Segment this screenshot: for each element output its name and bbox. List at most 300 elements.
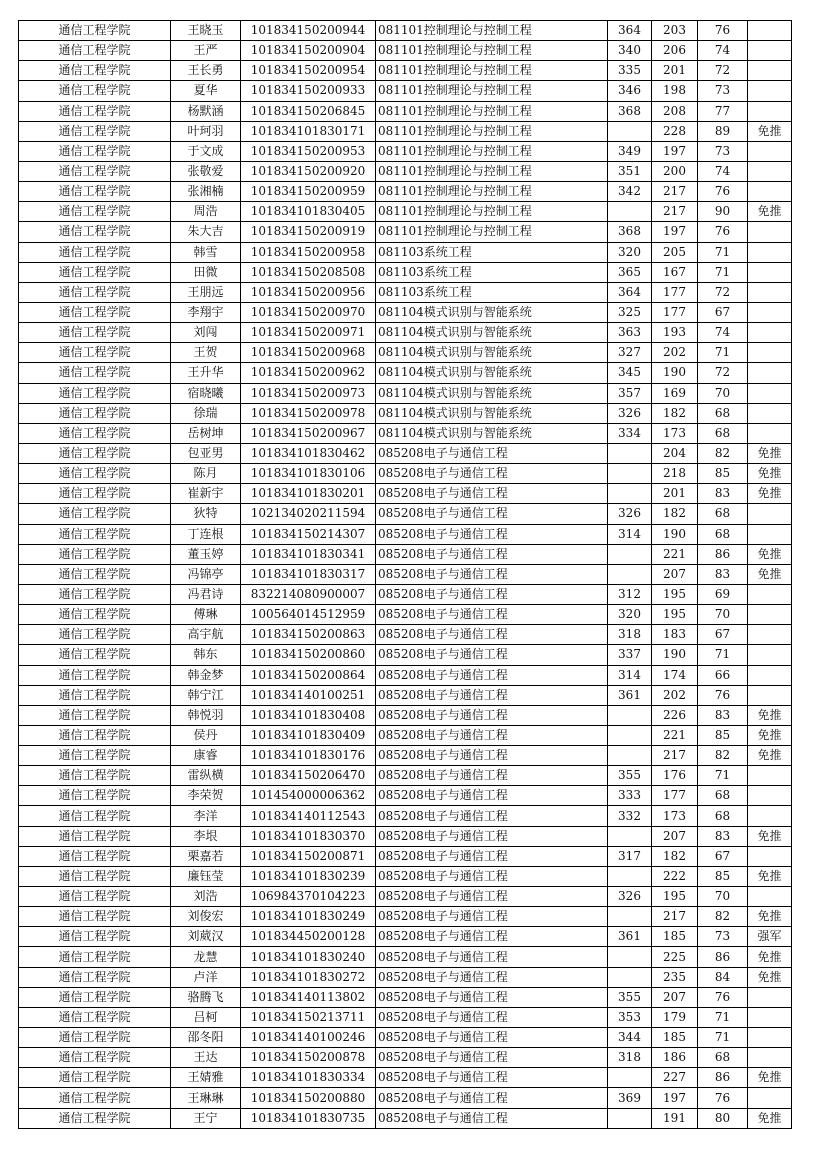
major-cell: 081104模式识别与智能系统 [376,363,608,383]
initial-score-cell [608,866,652,886]
remark-cell [748,302,792,322]
remark-cell: 免推 [748,443,792,463]
total-score-cell: 72 [698,61,748,81]
retest-score-cell: 179 [652,1007,698,1027]
college-cell: 通信工程学院 [19,967,171,987]
remark-cell [748,242,792,262]
name-cell: 廉钰莹 [171,866,241,886]
name-cell: 王朋远 [171,282,241,302]
total-score-cell: 80 [698,1108,748,1128]
college-cell: 通信工程学院 [19,282,171,302]
table-row [19,806,792,826]
name-cell: 王贺 [171,343,241,363]
exam-id-cell: 101454000006362 [241,786,376,806]
initial-score-cell [608,544,652,564]
total-score-cell: 86 [698,544,748,564]
remark-cell: 免推 [748,121,792,141]
remark-cell [748,685,792,705]
name-cell: 杨默涵 [171,101,241,121]
major-cell: 081101控制理论与控制工程 [376,81,608,101]
retest-score-cell: 217 [652,182,698,202]
remark-cell [748,363,792,383]
remark-cell [748,323,792,343]
initial-score-cell [608,464,652,484]
retest-score-cell: 176 [652,766,698,786]
retest-score-cell: 167 [652,262,698,282]
table-row [19,323,792,343]
major-cell: 081103系统工程 [376,242,608,262]
major-cell: 085208电子与通信工程 [376,484,608,504]
initial-score-cell: 327 [608,343,652,363]
table-row [19,524,792,544]
name-cell: 包亚男 [171,443,241,463]
initial-score-cell: 326 [608,403,652,423]
table-row [19,182,792,202]
college-cell: 通信工程学院 [19,645,171,665]
college-cell: 通信工程学院 [19,323,171,343]
major-cell: 085208电子与通信工程 [376,605,608,625]
initial-score-cell: 312 [608,584,652,604]
major-cell: 085208电子与通信工程 [376,705,608,725]
college-cell: 通信工程学院 [19,665,171,685]
initial-score-cell: 344 [608,1028,652,1048]
retest-score-cell: 208 [652,101,698,121]
college-cell: 通信工程学院 [19,443,171,463]
initial-score-cell [608,907,652,927]
remark-cell [748,41,792,61]
table-row [19,725,792,745]
exam-id-cell: 101834101830106 [241,464,376,484]
major-cell: 085208电子与通信工程 [376,907,608,927]
table-row [19,826,792,846]
college-cell: 通信工程学院 [19,725,171,745]
college-cell: 通信工程学院 [19,786,171,806]
name-cell: 王达 [171,1048,241,1068]
major-cell: 085208电子与通信工程 [376,927,608,947]
major-cell: 085208电子与通信工程 [376,625,608,645]
name-cell: 刘浩 [171,887,241,907]
table-row [19,564,792,584]
total-score-cell: 76 [698,222,748,242]
initial-score-cell: 337 [608,645,652,665]
remark-cell [748,846,792,866]
initial-score-cell [608,1108,652,1128]
total-score-cell: 82 [698,907,748,927]
total-score-cell: 71 [698,343,748,363]
table-row [19,302,792,322]
table-row [19,846,792,866]
retest-score-cell: 186 [652,1048,698,1068]
total-score-cell: 83 [698,705,748,725]
total-score-cell: 73 [698,927,748,947]
name-cell: 丁连根 [171,524,241,544]
remark-cell [748,282,792,302]
total-score-cell: 72 [698,282,748,302]
remark-cell [748,262,792,282]
name-cell: 夏华 [171,81,241,101]
remark-cell [748,222,792,242]
table-row [19,101,792,121]
name-cell: 李翔宇 [171,302,241,322]
name-cell: 陈月 [171,464,241,484]
exam-id-cell: 101834140100251 [241,685,376,705]
initial-score-cell: 357 [608,383,652,403]
name-cell: 李荣贺 [171,786,241,806]
name-cell: 朱大吉 [171,222,241,242]
total-score-cell: 85 [698,866,748,886]
total-score-cell: 85 [698,464,748,484]
table-row [19,242,792,262]
major-cell: 081104模式识别与智能系统 [376,302,608,322]
exam-id-cell: 101834101830317 [241,564,376,584]
total-score-cell: 70 [698,383,748,403]
retest-score-cell: 198 [652,81,698,101]
remark-cell: 免推 [748,544,792,564]
name-cell: 傅琳 [171,605,241,625]
exam-id-cell: 101834101830409 [241,725,376,745]
exam-id-cell: 101834101830370 [241,826,376,846]
initial-score-cell: 318 [608,625,652,645]
exam-id-cell: 101834150200878 [241,1048,376,1068]
initial-score-cell [608,826,652,846]
total-score-cell: 67 [698,302,748,322]
total-score-cell: 68 [698,806,748,826]
initial-score-cell: 345 [608,363,652,383]
table-row [19,705,792,725]
name-cell: 韩悦羽 [171,705,241,725]
exam-id-cell: 101834150200959 [241,182,376,202]
exam-id-cell: 101834150200863 [241,625,376,645]
exam-id-cell: 101834150214307 [241,524,376,544]
total-score-cell: 69 [698,584,748,604]
initial-score-cell: 334 [608,423,652,443]
remark-cell: 免推 [748,947,792,967]
initial-score-cell: 314 [608,524,652,544]
total-score-cell: 71 [698,242,748,262]
college-cell: 通信工程学院 [19,363,171,383]
retest-score-cell: 221 [652,725,698,745]
retest-score-cell: 169 [652,383,698,403]
retest-score-cell: 197 [652,222,698,242]
college-cell: 通信工程学院 [19,887,171,907]
table-row [19,605,792,625]
college-cell: 通信工程学院 [19,1007,171,1027]
exam-id-cell: 101834150206845 [241,101,376,121]
college-cell: 通信工程学院 [19,1048,171,1068]
major-cell: 081101控制理论与控制工程 [376,61,608,81]
retest-score-cell: 173 [652,423,698,443]
exam-id-cell: 101834140100246 [241,1028,376,1048]
retest-score-cell: 197 [652,141,698,161]
retest-score-cell: 217 [652,746,698,766]
remark-cell: 强军 [748,927,792,947]
college-cell: 通信工程学院 [19,81,171,101]
remark-cell [748,887,792,907]
exam-id-cell: 101834101830334 [241,1068,376,1088]
name-cell: 栗嘉若 [171,846,241,866]
name-cell: 卢洋 [171,967,241,987]
exam-id-cell: 101834150200958 [241,242,376,262]
major-cell: 081101控制理论与控制工程 [376,182,608,202]
major-cell: 081101控制理论与控制工程 [376,41,608,61]
table-row [19,766,792,786]
retest-score-cell: 190 [652,524,698,544]
table-row [19,343,792,363]
total-score-cell: 71 [698,1028,748,1048]
initial-score-cell [608,484,652,504]
college-cell: 通信工程学院 [19,343,171,363]
retest-score-cell: 191 [652,1108,698,1128]
remark-cell [748,182,792,202]
table-row [19,81,792,101]
total-score-cell: 76 [698,987,748,1007]
major-cell: 081103系统工程 [376,282,608,302]
retest-score-cell: 221 [652,544,698,564]
major-cell: 085208电子与通信工程 [376,725,608,745]
initial-score-cell [608,967,652,987]
remark-cell: 免推 [748,484,792,504]
total-score-cell: 82 [698,746,748,766]
initial-score-cell: 361 [608,927,652,947]
retest-score-cell: 202 [652,343,698,363]
remark-cell: 免推 [748,202,792,222]
remark-cell [748,61,792,81]
name-cell: 邵冬阳 [171,1028,241,1048]
exam-id-cell: 101834101830240 [241,947,376,967]
exam-id-cell: 101834101830735 [241,1108,376,1128]
name-cell: 王严 [171,41,241,61]
major-cell: 085208电子与通信工程 [376,504,608,524]
exam-id-cell: 101834140113802 [241,987,376,1007]
exam-id-cell: 101834150200967 [241,423,376,443]
exam-id-cell: 101834150208508 [241,262,376,282]
total-score-cell: 83 [698,564,748,584]
table-row [19,887,792,907]
total-score-cell: 68 [698,504,748,524]
exam-id-cell: 101834150200953 [241,141,376,161]
college-cell: 通信工程学院 [19,1108,171,1128]
table-row [19,1068,792,1088]
exam-id-cell: 101834101830176 [241,746,376,766]
name-cell: 王长勇 [171,61,241,81]
table-row [19,383,792,403]
initial-score-cell: 363 [608,323,652,343]
name-cell: 韩东 [171,645,241,665]
exam-id-cell: 106984370104223 [241,887,376,907]
college-cell: 通信工程学院 [19,464,171,484]
total-score-cell: 73 [698,81,748,101]
retest-score-cell: 201 [652,61,698,81]
remark-cell [748,383,792,403]
retest-score-cell: 227 [652,1068,698,1088]
initial-score-cell [608,746,652,766]
retest-score-cell: 217 [652,907,698,927]
remark-cell [748,21,792,41]
total-score-cell: 70 [698,605,748,625]
major-cell: 085208电子与通信工程 [376,464,608,484]
college-cell: 通信工程学院 [19,423,171,443]
total-score-cell: 68 [698,524,748,544]
total-score-cell: 76 [698,21,748,41]
college-cell: 通信工程学院 [19,927,171,947]
initial-score-cell: 355 [608,987,652,1007]
major-cell: 085208电子与通信工程 [376,443,608,463]
name-cell: 冯锦亭 [171,564,241,584]
total-score-cell: 76 [698,1088,748,1108]
table-row [19,1088,792,1108]
remark-cell [748,524,792,544]
exam-id-cell: 101834450200128 [241,927,376,947]
exam-id-cell: 101834150200880 [241,1088,376,1108]
retest-score-cell: 206 [652,41,698,61]
major-cell: 081101控制理论与控制工程 [376,121,608,141]
total-score-cell: 72 [698,363,748,383]
retest-score-cell: 177 [652,282,698,302]
exam-id-cell: 100564014512959 [241,605,376,625]
name-cell: 韩金梦 [171,665,241,685]
college-cell: 通信工程学院 [19,484,171,504]
remark-cell: 免推 [748,907,792,927]
college-cell: 通信工程学院 [19,1088,171,1108]
exam-id-cell: 101834150200978 [241,403,376,423]
total-score-cell: 86 [698,1068,748,1088]
table-row [19,423,792,443]
table-row [19,1028,792,1048]
college-cell: 通信工程学院 [19,584,171,604]
initial-score-cell: 314 [608,665,652,685]
college-cell: 通信工程学院 [19,806,171,826]
name-cell: 韩宁江 [171,685,241,705]
retest-score-cell: 193 [652,323,698,343]
retest-score-cell: 207 [652,987,698,1007]
college-cell: 通信工程学院 [19,826,171,846]
college-cell: 通信工程学院 [19,121,171,141]
retest-score-cell: 205 [652,242,698,262]
college-cell: 通信工程学院 [19,544,171,564]
exam-id-cell: 101834150200968 [241,343,376,363]
initial-score-cell: 332 [608,806,652,826]
table-row [19,222,792,242]
exam-id-cell: 101834150200864 [241,665,376,685]
total-score-cell: 84 [698,967,748,987]
exam-id-cell: 102134020211594 [241,504,376,524]
initial-score-cell: 368 [608,222,652,242]
total-score-cell: 77 [698,101,748,121]
retest-score-cell: 182 [652,846,698,866]
name-cell: 王升华 [171,363,241,383]
remark-cell [748,786,792,806]
total-score-cell: 68 [698,423,748,443]
remark-cell [748,343,792,363]
retest-score-cell: 177 [652,786,698,806]
name-cell: 王宁 [171,1108,241,1128]
initial-score-cell: 368 [608,101,652,121]
exam-id-cell: 101834101830408 [241,705,376,725]
name-cell: 李垠 [171,826,241,846]
total-score-cell: 74 [698,41,748,61]
name-cell: 侯丹 [171,725,241,745]
exam-id-cell: 832214080900007 [241,584,376,604]
initial-score-cell: 318 [608,1048,652,1068]
exam-id-cell: 101834101830239 [241,866,376,886]
table-row [19,947,792,967]
initial-score-cell [608,705,652,725]
total-score-cell: 70 [698,887,748,907]
initial-score-cell: 364 [608,21,652,41]
table-row [19,645,792,665]
total-score-cell: 68 [698,786,748,806]
name-cell: 吕柯 [171,1007,241,1027]
exam-id-cell: 101834101830249 [241,907,376,927]
table-body [19,21,792,1129]
exam-id-cell: 101834140112543 [241,806,376,826]
total-score-cell: 71 [698,1007,748,1027]
remark-cell [748,1007,792,1027]
exam-id-cell: 101834150206470 [241,766,376,786]
major-cell: 081101控制理论与控制工程 [376,21,608,41]
initial-score-cell: 369 [608,1088,652,1108]
table-row [19,41,792,61]
retest-score-cell: 195 [652,605,698,625]
table-row [19,1007,792,1027]
remark-cell [748,423,792,443]
major-cell: 081104模式识别与智能系统 [376,403,608,423]
college-cell: 通信工程学院 [19,41,171,61]
name-cell: 刘俊宏 [171,907,241,927]
college-cell: 通信工程学院 [19,524,171,544]
major-cell: 085208电子与通信工程 [376,1028,608,1048]
name-cell: 龙慧 [171,947,241,967]
initial-score-cell: 333 [608,786,652,806]
total-score-cell: 76 [698,685,748,705]
initial-score-cell: 317 [608,846,652,866]
total-score-cell: 66 [698,665,748,685]
major-cell: 085208电子与通信工程 [376,1007,608,1027]
major-cell: 081101控制理论与控制工程 [376,141,608,161]
retest-score-cell: 183 [652,625,698,645]
major-cell: 085208电子与通信工程 [376,766,608,786]
initial-score-cell: 326 [608,504,652,524]
table-row [19,685,792,705]
retest-score-cell: 222 [652,866,698,886]
total-score-cell: 73 [698,141,748,161]
table-row [19,584,792,604]
name-cell: 雷纵横 [171,766,241,786]
remark-cell [748,584,792,604]
initial-score-cell: 335 [608,61,652,81]
major-cell: 081104模式识别与智能系统 [376,423,608,443]
remark-cell [748,504,792,524]
name-cell: 于文成 [171,141,241,161]
college-cell: 通信工程学院 [19,947,171,967]
total-score-cell: 67 [698,625,748,645]
major-cell: 085208电子与通信工程 [376,1068,608,1088]
initial-score-cell: 365 [608,262,652,282]
table-row [19,363,792,383]
table-row [19,907,792,927]
remark-cell [748,766,792,786]
remark-cell: 免推 [748,1068,792,1088]
college-cell: 通信工程学院 [19,907,171,927]
college-cell: 通信工程学院 [19,101,171,121]
college-cell: 通信工程学院 [19,564,171,584]
table-row [19,967,792,987]
initial-score-cell: 340 [608,41,652,61]
major-cell: 085208电子与通信工程 [376,866,608,886]
major-cell: 085208电子与通信工程 [376,746,608,766]
initial-score-cell [608,443,652,463]
table-row [19,21,792,41]
